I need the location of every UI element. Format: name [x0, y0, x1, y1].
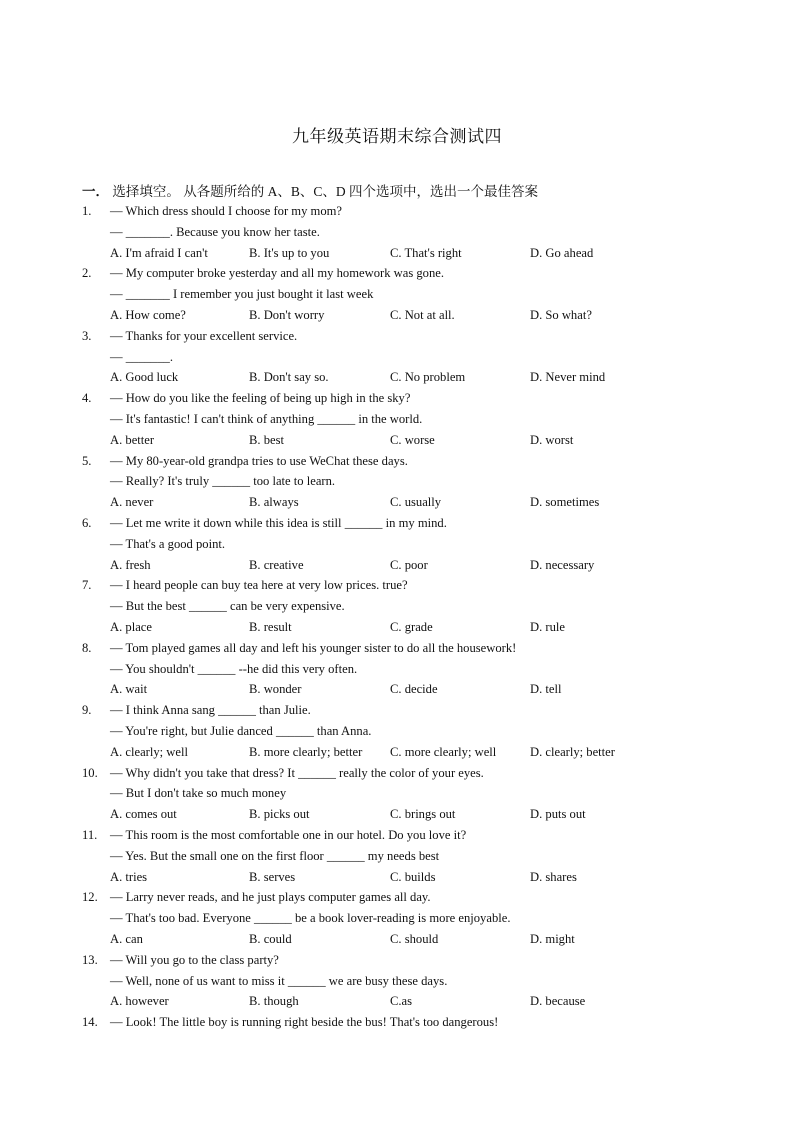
option-c[interactable]: C. usually: [390, 495, 442, 510]
option-b[interactable]: B. wonder: [249, 682, 302, 697]
option-b[interactable]: B. always: [249, 495, 299, 510]
question-number: 12.: [82, 890, 98, 905]
option-a[interactable]: A. tries: [110, 869, 148, 884]
option-b[interactable]: B. It's up to you: [249, 245, 330, 260]
option-b[interactable]: B. serves: [249, 869, 296, 884]
question-number: 13.: [82, 952, 98, 967]
option-b[interactable]: B. creative: [249, 557, 304, 572]
dialogue-line: — Let me write it down while this idea is still ______ in my mind.: [110, 516, 447, 530]
page-title: 九年级英语期末综合测试四: [292, 127, 502, 146]
section-heading: [82, 180, 538, 200]
option-c[interactable]: C. No problem: [390, 370, 466, 385]
option-c[interactable]: C. more clearly; well: [390, 744, 497, 759]
dialogue-line: — Yes. But the small one on the first floor ______ my needs best: [110, 848, 440, 863]
option-c[interactable]: C. brings out: [390, 807, 456, 822]
dialogue-line: — Larry never reads, and he just plays computer games all day.: [110, 890, 431, 905]
option-d[interactable]: D. tell: [530, 682, 562, 697]
dialogue-line: — My 80-year-old grandpa tries to use WeChat these days.: [110, 453, 408, 468]
option-d[interactable]: D. necessary: [530, 557, 595, 572]
section-number: 一．: [82, 184, 109, 199]
option-d[interactable]: D. rule: [530, 619, 565, 634]
option-d[interactable]: D. clearly; better: [530, 744, 615, 759]
section-instructions: 选择填空。 从各题所给的 A、B、C、D 四个选项中，选出一个最佳答案: [112, 184, 539, 199]
dialogue-line: — I think Anna sang ______ than Julie.: [110, 703, 311, 718]
option-a[interactable]: A. better: [110, 432, 155, 447]
dialogue-line: — _______ I remember you just bought it last week: [110, 287, 374, 302]
option-d[interactable]: D. Go ahead: [530, 245, 594, 260]
dialogue-line: — Tom played games all day and left his younger sister to do all the housework!: [110, 640, 517, 655]
dialogue-line: — I heard people can buy tea here at very low prices. true?: [110, 578, 408, 593]
option-a[interactable]: A. can: [110, 931, 143, 946]
dialogue-line: — _______. Because you know her taste.: [110, 224, 320, 239]
question-number: 1.: [82, 204, 92, 218]
option-c[interactable]: C. builds: [390, 869, 436, 884]
question-number: 6.: [82, 516, 92, 530]
option-a[interactable]: A. never: [110, 495, 154, 510]
option-b[interactable]: B. result: [249, 619, 292, 634]
option-a[interactable]: A. wait: [110, 682, 148, 697]
question-number: 14.: [82, 1015, 98, 1030]
option-d[interactable]: D. shares: [530, 869, 577, 884]
option-a[interactable]: A. however: [110, 994, 169, 1009]
dialogue-line: — That's too bad. Everyone ______ be a book lover-reading is more enjoyable.: [110, 911, 511, 926]
option-c[interactable]: C.as: [390, 994, 413, 1009]
question-number: 5.: [82, 453, 92, 468]
option-d[interactable]: D. So what?: [530, 307, 592, 322]
option-c[interactable]: C. grade: [390, 619, 433, 634]
option-a[interactable]: A. How come?: [110, 307, 186, 322]
option-d[interactable]: D. worst: [530, 432, 574, 447]
option-b[interactable]: B. Don't say so.: [249, 370, 329, 385]
option-b[interactable]: B. best: [249, 432, 284, 447]
dialogue-line: — Will you go to the class party?: [110, 952, 279, 967]
option-a[interactable]: A. clearly; well: [110, 744, 188, 759]
dialogue-line: — Thanks for your excellent service.: [110, 328, 298, 343]
option-c[interactable]: C. poor: [390, 557, 428, 572]
dialogue-line: — _______.: [110, 349, 173, 364]
option-c[interactable]: C. should: [390, 931, 439, 946]
option-c[interactable]: C. decide: [390, 682, 438, 697]
option-d[interactable]: D. because: [530, 994, 586, 1009]
question-number: 3.: [82, 328, 92, 343]
question-number: 10.: [82, 765, 98, 780]
question-number: 9.: [82, 703, 92, 718]
option-b[interactable]: B. more clearly; better: [249, 744, 363, 759]
question-number: 11.: [82, 828, 98, 842]
dialogue-line: — How do you like the feeling of being up high in the sky?: [110, 391, 411, 406]
dialogue-line: — But the best ______ can be very expensive.: [110, 599, 345, 614]
question-number: 4.: [82, 391, 92, 406]
option-d[interactable]: D. puts out: [530, 807, 586, 822]
option-d[interactable]: D. might: [530, 931, 575, 946]
dialogue-line: — This room is the most comfortable one in our hotel. Do you love it?: [110, 828, 467, 842]
option-b[interactable]: B. though: [249, 994, 299, 1009]
option-d[interactable]: D. Never mind: [530, 370, 606, 385]
dialogue-line: — My computer broke yesterday and all my homework was gone.: [110, 266, 444, 281]
dialogue-line: — You're right, but Julie danced ______ than Anna.: [110, 723, 372, 738]
dialogue-line: — That's a good point.: [110, 536, 226, 551]
option-b[interactable]: B. Don't worry: [249, 307, 325, 322]
option-a[interactable]: A. comes out: [110, 807, 177, 822]
dialogue-line: — You shouldn't ______ --he did this very often.: [110, 661, 358, 676]
option-a[interactable]: A. place: [110, 619, 152, 634]
option-c[interactable]: C. That's right: [390, 245, 462, 260]
question-number: 7.: [82, 578, 92, 593]
question-number: 8.: [82, 640, 92, 655]
option-a[interactable]: A. I'm afraid I can't: [110, 245, 208, 260]
option-a[interactable]: A. fresh: [110, 557, 151, 572]
option-b[interactable]: B. picks out: [249, 807, 310, 822]
dialogue-line: — Why didn't you take that dress? It ______ really the color of your eyes.: [110, 765, 484, 780]
dialogue-line: — Really? It's truly ______ too late to learn.: [110, 474, 336, 489]
dialogue-line: — Which dress should I choose for my mom?: [110, 204, 343, 218]
option-c[interactable]: C. Not at all.: [390, 307, 455, 322]
option-c[interactable]: C. worse: [390, 432, 435, 447]
dialogue-line: — Well, none of us want to miss it ______ we are busy these days.: [110, 973, 448, 988]
option-a[interactable]: A. Good luck: [110, 370, 179, 385]
dialogue-line: — But I don't take so much money: [110, 786, 287, 801]
dialogue-line: — Look! The little boy is running right beside the bus! That's too dangerous!: [110, 1015, 499, 1030]
question-number: 2.: [82, 266, 92, 281]
option-d[interactable]: D. sometimes: [530, 495, 600, 510]
option-b[interactable]: B. could: [249, 931, 292, 946]
dialogue-line: — It's fantastic! I can't think of anything ______ in the world.: [110, 411, 423, 426]
